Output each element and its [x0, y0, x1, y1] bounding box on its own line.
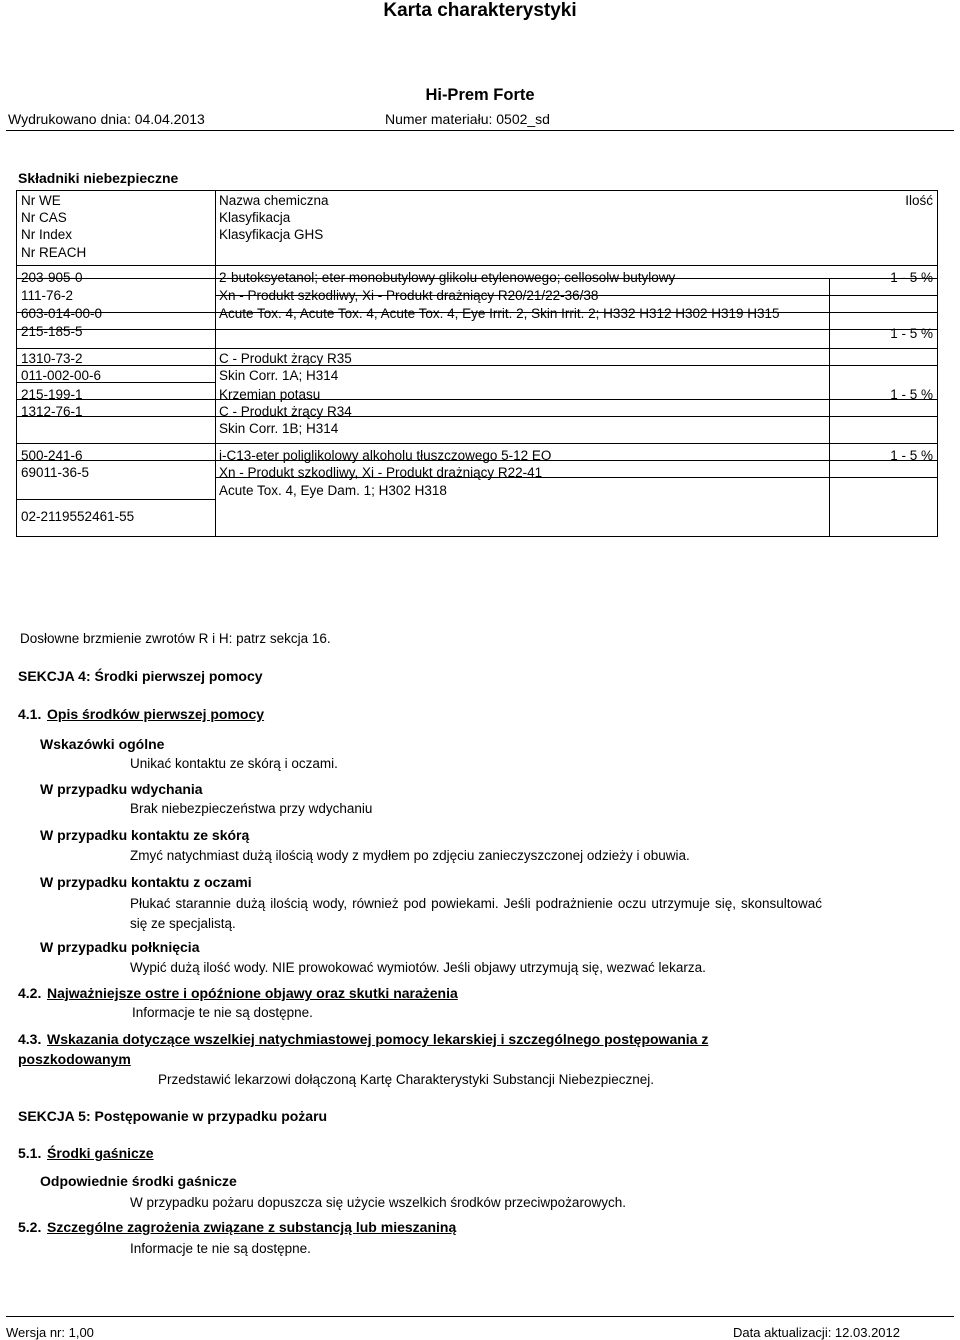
medical-attention-text: Przedstawić lekarzowi dołączoną Kartę Charakterystyki Substancji Niebezpiecznej. [158, 1072, 654, 1087]
table-cell-id: 011-002-00-6 [21, 368, 102, 383]
extinguishing-media-text: W przypadku pożaru dopuszcza się użycie wszelkich środków przeciwpożarowych. [130, 1195, 626, 1210]
table-row-divider [17, 443, 937, 444]
table-header-divider [17, 265, 937, 266]
general-advice-label: Wskazówki ogólne [40, 736, 165, 752]
subsection-title-continued: poszkodowanym [18, 1051, 131, 1067]
table-cell-id: 215-199-1 [21, 387, 83, 402]
special-hazards-text: Informacje te nie są dostępne. [130, 1241, 311, 1256]
table-cell-description: Skin Corr. 1B; H314 [219, 421, 339, 436]
inhalation-text: Brak niebezpieczeństwa przy wdychaniu [130, 801, 373, 816]
header-quantity: Ilość [905, 193, 933, 208]
subsection-4-3-heading [18, 1031, 708, 1047]
subsection-5-1-heading [18, 1145, 154, 1161]
hazard-section-title: Składniki niebezpieczne [18, 170, 179, 186]
material-number: Numer materiału: 0502_sd [385, 111, 550, 127]
table-cell-id: 1310-73-2 [21, 351, 83, 366]
header-classification: Klasyfikacja [219, 210, 291, 225]
table-row-divider [17, 499, 215, 500]
ingestion-text: Wypić dużą ilość wody. NIE prowokować wymiotów. Jeśli objawy utrzymują się, wezwać lekarza. [130, 960, 706, 975]
subsection-title: Wskazania dotyczące wszelkiej natychmiastowej pomocy lekarskiej i szczególnego postępowania z [47, 1031, 709, 1047]
subsection-number: 4.1. [18, 706, 42, 722]
subsection-number: 4.3. [18, 1031, 42, 1047]
ingestion-label: W przypadku połknięcia [40, 939, 200, 955]
table-cell-quantity: 1 - 5 % [890, 387, 933, 402]
subsection-5-2-heading [18, 1219, 456, 1235]
table-cell-description: C - Produkt żrący R35 [219, 351, 352, 366]
table-cell-id: 02-2119552461-55 [21, 509, 135, 524]
eye-contact-text: Płukać starannie dużą ilością wody, również pod powiekami. Jeśli podrażnienie oczu utrzymuje się, skonsultować się ze specjalistą. [130, 896, 822, 931]
document-title: Karta charakterystyki [383, 0, 577, 21]
product-name: Hi-Prem Forte [425, 86, 535, 104]
header-ghs-classification: Klasyfikacja GHS [219, 227, 324, 242]
table-column-divider [829, 278, 830, 536]
hazard-table [16, 190, 938, 537]
subsection-4-3-heading-continued [18, 1051, 131, 1067]
extinguishing-media-label: Odpowiednie środki gaśnicze [40, 1173, 237, 1189]
table-row-divider [17, 329, 937, 330]
header-cas-number: Nr CAS [21, 210, 67, 225]
table-cell-quantity: 1 - 5 % [890, 270, 933, 285]
table-cell-id: 215-185-5 [21, 324, 83, 339]
table-cell-quantity: 1 - 5 % [890, 448, 933, 463]
table-cell-description: Acute Tox. 4, Acute Tox. 4, Acute Tox. 4, Eye Irrit. 2, Skin Irrit. 2; H332 H312 H302 H319 H315 [219, 306, 780, 321]
r-h-phrases-note: Dosłowne brzmienie zwrotów R i H: patrz sekcja 16. [20, 631, 331, 646]
table-row-divider [17, 399, 937, 400]
table-cell-description: C - Produkt żrący R34 [219, 404, 352, 419]
skin-contact-label: W przypadku kontaktu ze skórą [40, 827, 250, 843]
header-chemical-name: Nazwa chemiczna [219, 193, 329, 208]
subsection-title: Środki gaśnicze [47, 1145, 154, 1161]
table-cell-description: i-C13-eter poliglikolowy alkoholu tłuszczowego 5-12 EO [219, 448, 552, 463]
table-cell-id: 111-76-2 [21, 288, 74, 303]
symptoms-text: Informacje te nie są dostępne. [132, 1005, 313, 1020]
header-reach-number: Nr REACH [21, 245, 87, 260]
eye-contact-label: W przypadku kontaktu z oczami [40, 874, 252, 890]
table-row-divider [17, 348, 937, 349]
subsection-4-1-heading [18, 706, 264, 722]
version-number: Wersja nr: 1,00 [6, 1325, 94, 1340]
table-cell-id: 69011-36-5 [21, 465, 90, 480]
section-4-title: SEKCJA 4: Środki pierwszej pomocy [18, 668, 263, 684]
footer-divider [6, 1316, 954, 1317]
section-5-title: SEKCJA 5: Postępowanie w przypadku pożaru [18, 1108, 328, 1124]
table-cell-description: Xn - Produkt szkodliwy, Xi - Produkt drażniący R20/21/22-36/38 [219, 288, 599, 303]
subsection-4-2-heading [18, 985, 458, 1001]
table-cell-description: 2-butoksyetanol; eter monobutylowy glikolu etylenowego; cellosolw butylowy [219, 270, 676, 285]
subsection-title: Szczególne zagrożenia związane z substancją lub mieszaniną [47, 1219, 457, 1235]
general-advice-text: Unikać kontaktu ze skórą i oczami. [130, 756, 338, 771]
table-cell-description: Skin Corr. 1A; H314 [219, 368, 339, 383]
table-cell-id: 203-905-0 [21, 270, 83, 285]
update-date: Data aktualizacji: 12.03.2012 [733, 1325, 900, 1340]
subsection-number: 5.2. [18, 1219, 42, 1235]
table-cell-description: Krzemian potasu [219, 387, 321, 402]
table-cell-description: Acute Tox. 4, Eye Dam. 1; H302 H318 [219, 483, 447, 498]
table-cell-id: 603-014-00-0 [21, 306, 103, 321]
subsection-number: 4.2. [18, 985, 42, 1001]
table-column-divider [215, 191, 216, 536]
table-row-divider [17, 365, 937, 366]
header-ec-number: Nr WE [21, 193, 61, 208]
inhalation-label: W przypadku wdychania [40, 781, 203, 797]
subsection-title: Najważniejsze ostre i opóźnione objawy oraz skutki narażenia [47, 985, 458, 1001]
table-cell-description: Xn - Produkt szkodliwy, Xi - Produkt drażniący R22-41 [219, 465, 543, 480]
subsection-title: Opis środków pierwszej pomocy [47, 706, 265, 722]
table-row-divider [17, 416, 937, 417]
header-divider [6, 130, 954, 131]
print-date: Wydrukowano dnia: 04.04.2013 [8, 111, 205, 127]
subsection-number: 5.1. [18, 1145, 42, 1161]
skin-contact-text: Zmyć natychmiast dużą ilością wody z mydłem po zdjęciu zanieczyszczonej odzieży i obuwia. [130, 848, 690, 863]
table-cell-id: 1312-76-1 [21, 404, 83, 419]
header-index-number: Nr Index [21, 227, 73, 242]
table-cell-quantity: 1 - 5 % [890, 326, 933, 341]
table-cell-id: 500-241-6 [21, 448, 83, 463]
